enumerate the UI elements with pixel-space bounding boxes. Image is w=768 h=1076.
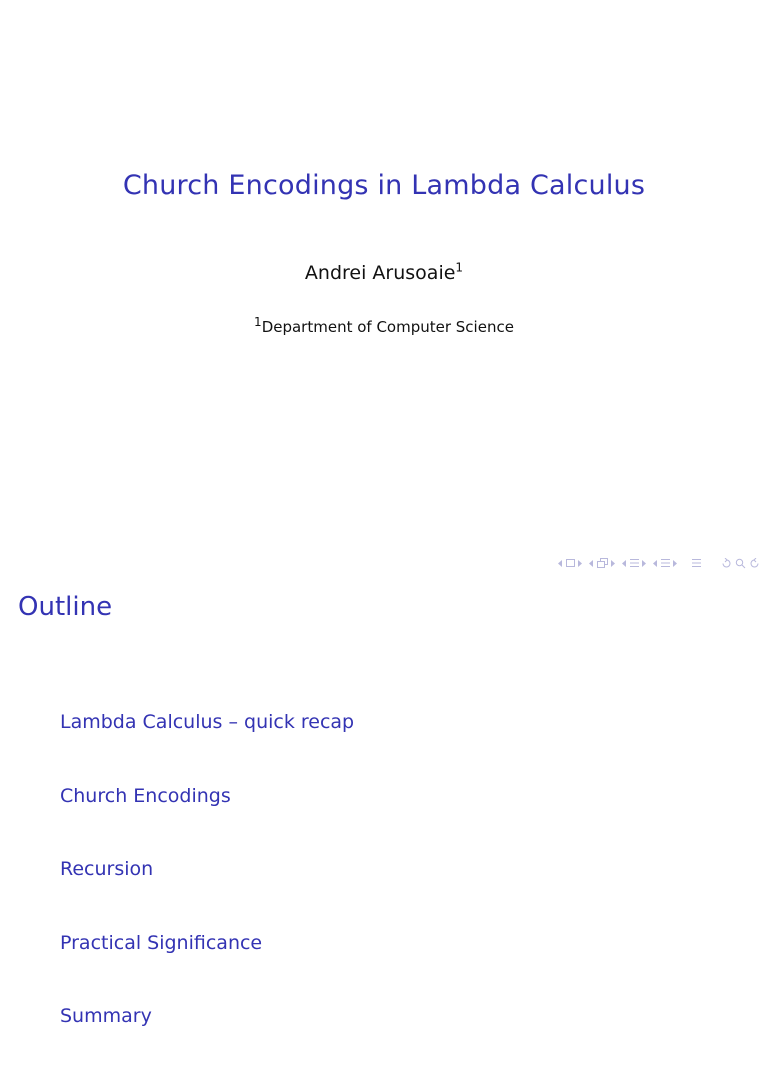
subsection-icon[interactable] (597, 558, 608, 568)
section-nav-group-1 (622, 558, 647, 568)
subsection-nav-group (589, 558, 616, 568)
author-affiliation-mark: 1 (455, 260, 464, 275)
outline-slide (0, 576, 768, 1027)
arrow-right-icon[interactable] (611, 560, 616, 567)
affiliation (0, 315, 768, 336)
arrow-left-icon[interactable] (622, 560, 627, 567)
arrow-right-icon[interactable] (673, 560, 678, 567)
search-nav-group (721, 558, 760, 569)
outline-heading: Outline (18, 592, 113, 622)
toc-item-practical-significance[interactable]: Practical Significance (60, 931, 263, 954)
author-text: Andrei Arusoaie (304, 262, 456, 284)
affiliation-text: Department of Computer Science (261, 318, 514, 336)
frame-icon[interactable] (566, 559, 575, 567)
arrow-right-icon[interactable] (642, 560, 647, 567)
frame-nav-group (558, 559, 583, 567)
section-icon[interactable] (630, 558, 639, 568)
arrow-left-icon[interactable] (653, 560, 658, 567)
arrow-right-icon[interactable] (578, 560, 583, 567)
section-nav-group-2 (653, 558, 678, 568)
redo-icon[interactable] (749, 558, 760, 569)
table-of-contents (60, 708, 354, 1076)
beamer-navigation-bar (558, 556, 760, 570)
undo-icon[interactable] (721, 558, 732, 569)
presentation-title: Church Encodings in Lambda Calculus (122, 170, 646, 201)
search-icon[interactable] (735, 558, 746, 569)
toc-item-summary[interactable]: Summary (60, 1005, 152, 1027)
section-icon[interactable] (661, 558, 670, 568)
toc-item-recursion[interactable]: Recursion (60, 858, 154, 880)
toc-item-lambda-calculus[interactable]: Lambda Calculus – quick recap (60, 711, 355, 733)
toc-item-church-encodings[interactable]: Church Encodings (60, 784, 231, 807)
arrow-left-icon[interactable] (558, 560, 563, 567)
section-icon[interactable] (692, 558, 701, 568)
document-nav-group (692, 558, 701, 568)
affiliation-mark: 1 (254, 315, 262, 329)
arrow-left-icon[interactable] (589, 560, 594, 567)
author-name (0, 262, 768, 284)
